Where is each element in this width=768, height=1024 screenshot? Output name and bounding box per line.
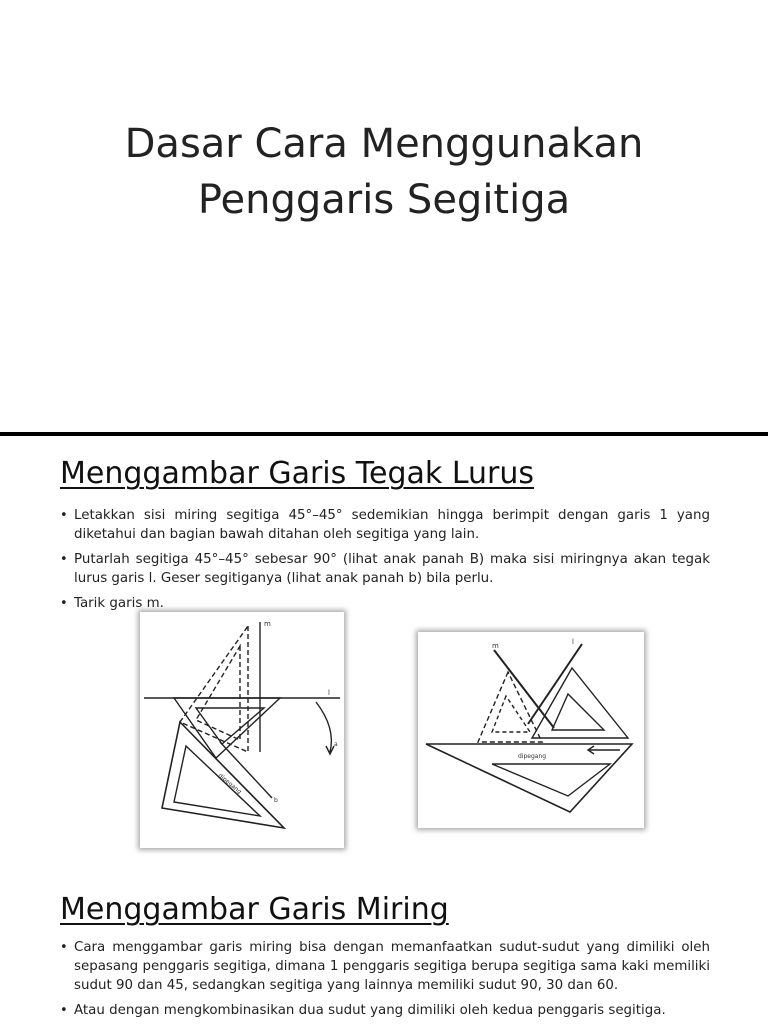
- content-slide: [0, 436, 768, 1024]
- label-dipegang: dipegang: [216, 772, 243, 796]
- bullet-item: • Putarlah segitiga 45°–45° sebesar 90° (lihat anak panah B) maka sisi miringnya akan tegak lurus garis l. Geser segitiganya (lihat anak panah b) bila perlu.: [60, 550, 710, 588]
- slide-title-line-2: Penggaris Segitiga: [197, 177, 571, 223]
- bullet-item: • Letakkan sisi miring segitiga 45°–45° sedemikian hingga berimpit dengan garis 1 yang diketahui dan bagian bawah ditahan oleh segitiga yang lain.: [60, 506, 710, 544]
- label-b: b: [274, 797, 278, 804]
- perpendicular-diagram: [140, 612, 344, 848]
- upper-triangle-inner: [552, 694, 604, 730]
- slide-title-line-1: Dasar Cara Menggunakan: [124, 121, 644, 167]
- label-m: m: [492, 642, 499, 650]
- bullet-item: • Cara menggambar garis miring bisa dengan memanfaatkan sudut-sudut yang dimiliki oleh sepasang penggaris segitiga, dimana 1 penggaris segitiga berupa segitiga sama kaki memiliki sudut 90 dan 45, sedangkan segitiga yang lainnya memiliki sudut 90, 30 dan 60.: [60, 938, 710, 995]
- upper-triangle: [532, 668, 628, 738]
- triangle-inner: [196, 708, 264, 744]
- label-l: l: [328, 689, 330, 697]
- label-dipegang: dipegang: [518, 753, 547, 760]
- bullet-item: • Tarik garis m.: [60, 594, 710, 613]
- line-l: [528, 644, 582, 724]
- title-slide: [0, 0, 768, 432]
- parallel-diagram: [418, 632, 644, 828]
- section-title-perpendicular: Menggambar Garis Tegak Lurus: [60, 456, 535, 491]
- figure-parallel-triangles: [418, 632, 644, 828]
- label-a: a: [334, 741, 338, 748]
- bullet-item: • Atau dengan mengkombinasikan dua sudut yang dimiliki oleh kedua penggaris segitiga.: [60, 1001, 710, 1020]
- dashed-triangle-inner: [196, 646, 240, 740]
- label-l: l: [572, 638, 574, 646]
- slide-title: [0, 116, 768, 228]
- section-title-slanted: Menggambar Garis Miring: [60, 892, 449, 927]
- holding-triangle-inner: [492, 764, 610, 796]
- bullet-list-perpendicular: [60, 506, 710, 619]
- dashed-triangle-inner: [492, 696, 530, 732]
- label-m: m: [264, 620, 271, 628]
- figure-perpendicular-triangles: [140, 612, 344, 848]
- bullet-list-slanted: [60, 938, 710, 1024]
- rotation-arrow: [316, 702, 331, 752]
